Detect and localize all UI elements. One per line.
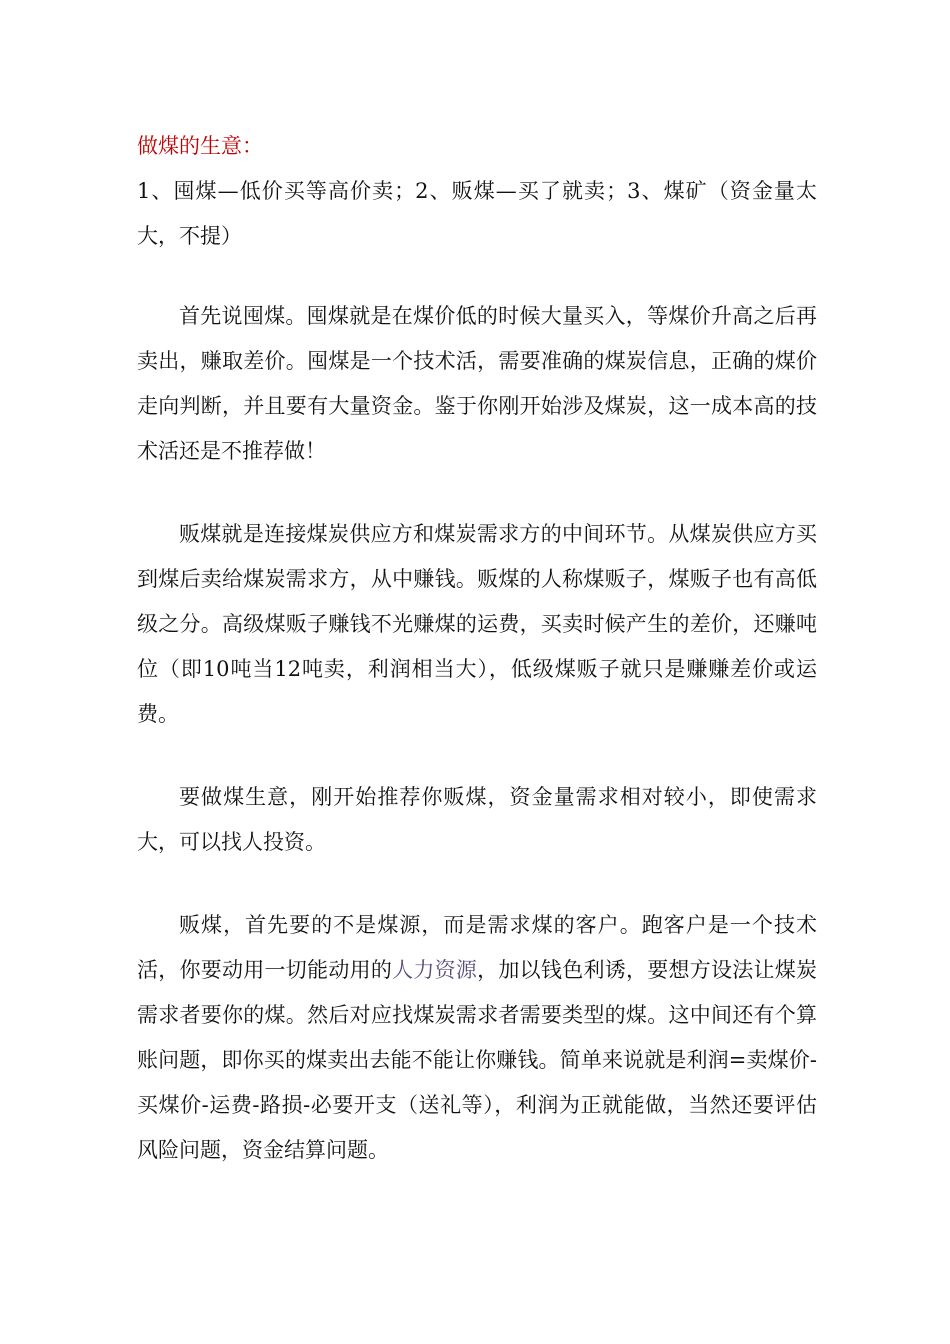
paragraph-finding-customers	[137, 903, 817, 1173]
paragraph-text-before-link: 贩煤，首先要的不是煤源，而是需求煤的客户。跑客户是一个技术活，你要动用一切能动用的	[137, 913, 817, 982]
paragraph-text-after-link: ，加以钱色利诱，要想方设法让煤炭需求者要你的煤。然后对应找煤炭需求者需要类型的煤。这中间还有个算账问题，即你买的煤卖出去能不能让你赚钱。简单来说就是利润=卖煤价-买煤价-运费-路损-必要开支（送礼等），利润为正就能做，当然还要评估风险问题，资金结算问题。	[137, 958, 818, 1162]
business-types-list: 1、囤煤—低价买等高价卖；2、贩煤—买了就卖；3、煤矿（资金量太大，不提）	[137, 179, 817, 248]
document-heading: 做煤的生意：	[137, 134, 263, 158]
document-body	[137, 124, 817, 1173]
paragraph-recommendation: 要做煤生意，刚开始推荐你贩煤，资金量需求相对较小，即使需求大，可以找人投资。	[137, 785, 817, 854]
paragraph-hoarding-coal: 首先说囤煤。囤煤就是在煤价低的时候大量买入，等煤价升高之后再卖出，赚取差价。囤煤是一个技术活，需要准确的煤炭信息，正确的煤价走向判断，并且要有大量资金。鉴于你刚开始涉及煤炭，这一成本高的技术活还是不推荐做！	[137, 304, 817, 463]
human-resources-link[interactable]: 人力资源	[392, 958, 478, 982]
paragraph-trading-coal: 贩煤就是连接煤炭供应方和煤炭需求方的中间环节。从煤炭供应方买到煤后卖给煤炭需求方，从中赚钱。贩煤的人称煤贩子，煤贩子也有高低级之分。高级煤贩子赚钱不光赚煤的运费，买卖时候产生的差价，还赚吨位（即10吨当12吨卖，利润相当大），低级煤贩子就只是赚赚差价或运费。	[137, 522, 817, 726]
